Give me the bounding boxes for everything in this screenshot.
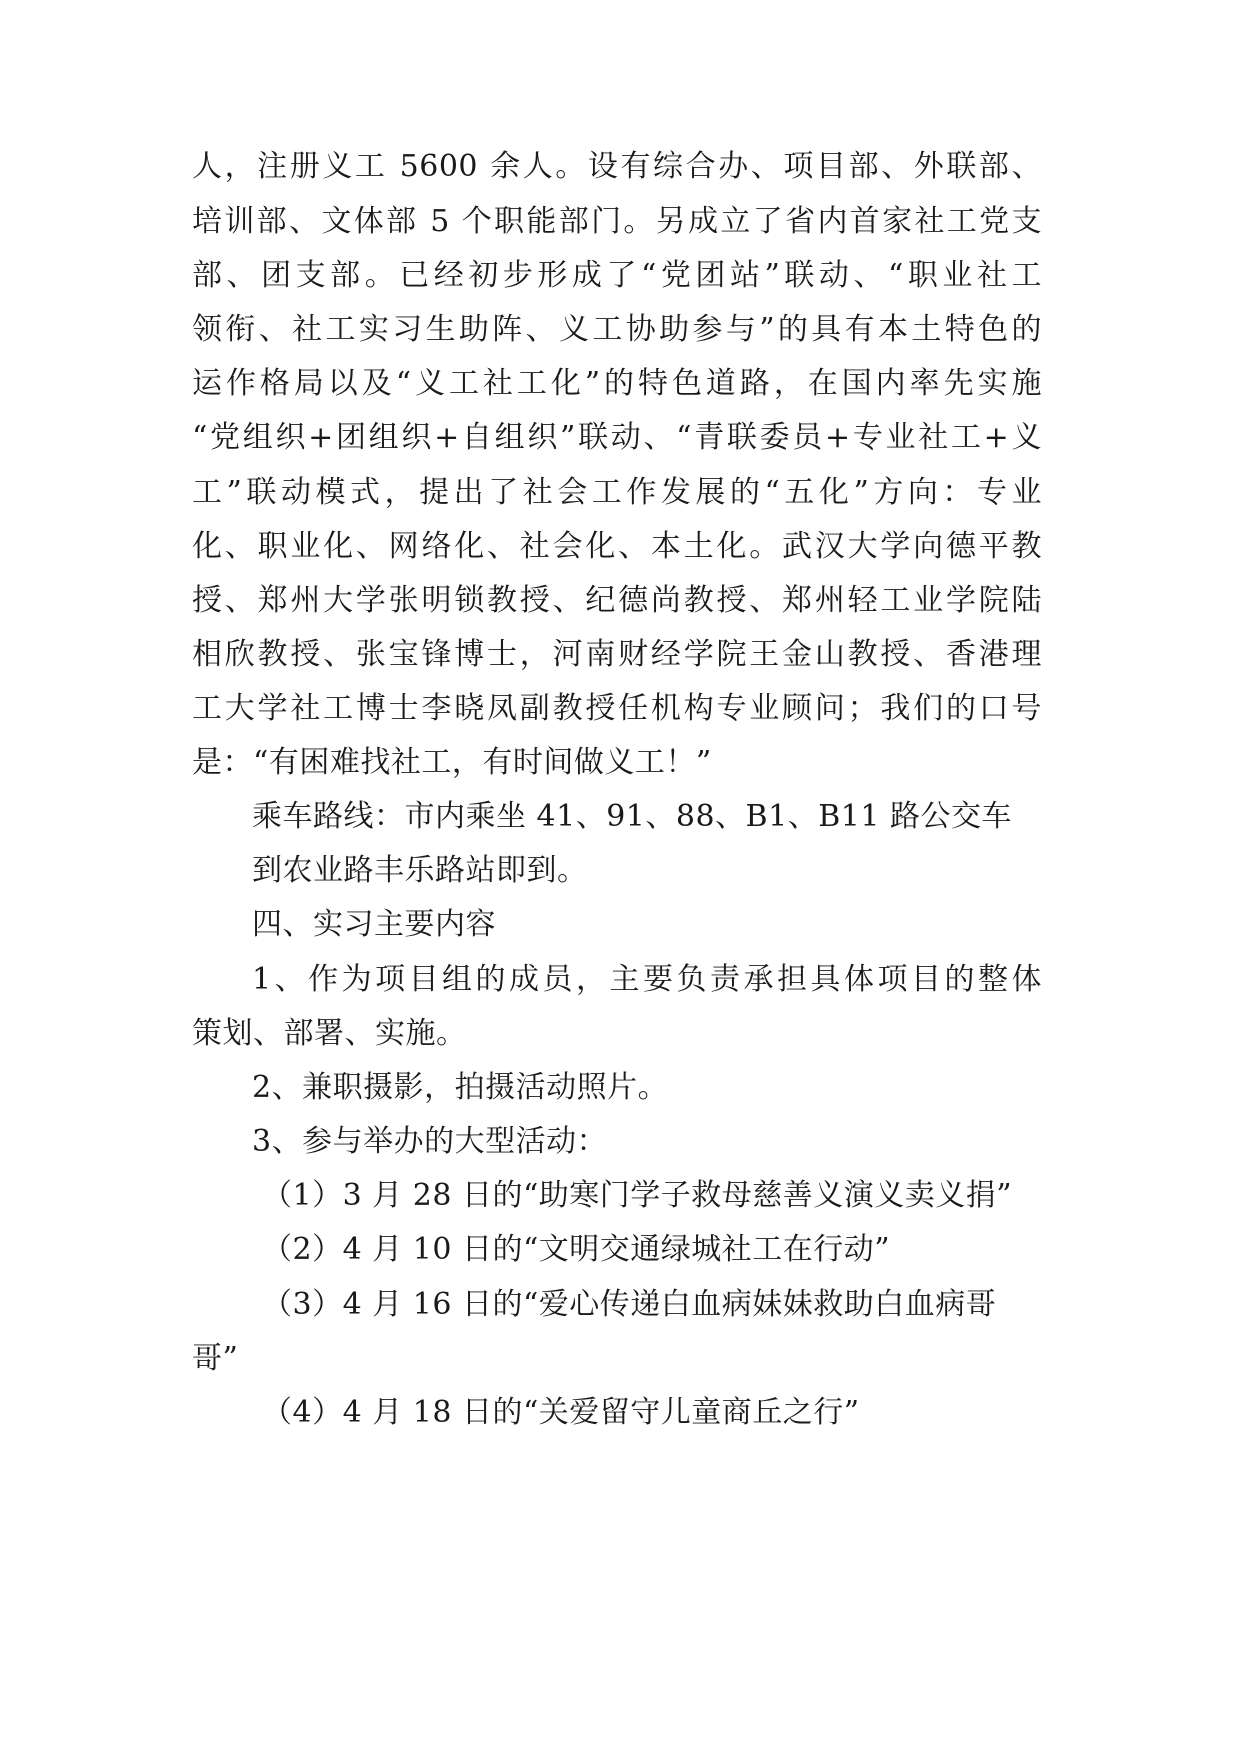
paragraph-line: 人，注册义工 5600 余人。设有综合办、项目部、外联部、: [192, 149, 1042, 184]
paragraph-line: 培训部、文体部 5 个职能部门。另成立了省内首家社工党支: [192, 204, 1042, 239]
paragraph-line: 工大学社工博士李晓凤副教授任机构专业顾问；我们的口号: [192, 691, 1042, 726]
paragraph-line: 授、郑州大学张明锁教授、纪德尚教授、郑州轻工业学院陆: [192, 583, 1042, 618]
list-item: 3、参与举办的大型活动：: [252, 1124, 608, 1159]
route-line: 到农业路丰乐路站即到。: [252, 853, 588, 888]
list-item-continuation: 策划、部署、实施。: [192, 1016, 467, 1051]
paragraph-line: 运作格局以及“义工社工化”的特色道路，在国内率先实施: [192, 366, 1042, 401]
paragraph-line: 工”联动模式，提出了社会工作发展的“五化”方向：专业: [192, 475, 1042, 510]
route-line: 乘车路线：市内乘坐 41、91、88、B1、B11 路公交车: [252, 799, 1012, 834]
section-heading: 四、实习主要内容: [252, 907, 496, 942]
paragraph-line: “党组织+团组织+自组织”联动、“青联委员+专业社工+义: [192, 420, 1042, 455]
paragraph-line: 领衔、社工实习生助阵、义工协助参与”的具有本土特色的: [192, 312, 1042, 347]
event-item: （3）4 月 16 日的“爱心传递白血病妹妹救助白血病哥: [262, 1287, 997, 1322]
paragraph-line: 部、团支部。已经初步形成了“党团站”联动、“职业社工: [192, 258, 1042, 293]
list-item: 2、兼职摄影，拍摄活动照片。: [252, 1070, 669, 1105]
paragraph-line: 化、职业化、网络化、社会化、本土化。武汉大学向德平教: [192, 529, 1042, 564]
event-item: （1）3 月 28 日的“助寒门学子救母慈善义演义卖义捐”: [262, 1178, 1013, 1213]
event-item-continuation: 哥”: [192, 1341, 239, 1376]
paragraph-line: 相欣教授、张宝锋博士，河南财经学院王金山教授、香港理: [192, 637, 1042, 672]
paragraph-line: 是：“有困难找社工，有时间做义工！”: [192, 745, 712, 780]
event-item: （4）4 月 18 日的“关爱留守儿童商丘之行”: [262, 1395, 860, 1430]
event-item: （2）4 月 10 日的“文明交通绿城社工在行动”: [262, 1232, 891, 1267]
list-item: 1、作为项目组的成员，主要负责承担具体项目的整体: [252, 962, 1042, 997]
